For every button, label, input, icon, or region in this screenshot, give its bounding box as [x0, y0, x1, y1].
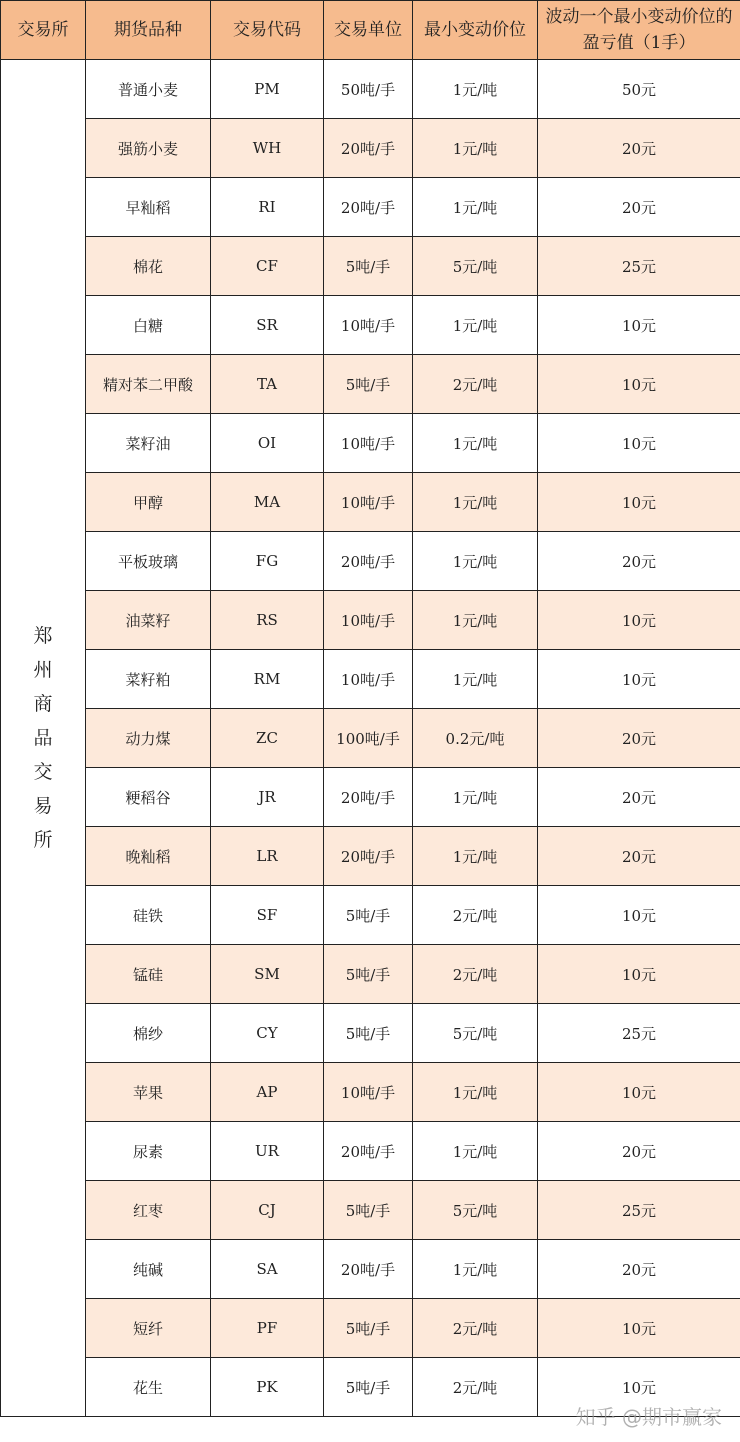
table-cell: 25元: [538, 237, 740, 296]
table-row: [1, 237, 740, 296]
table-row: [1, 827, 740, 886]
table-row: [1, 1299, 740, 1358]
table-row: [1, 119, 740, 178]
table-cell: 20吨/手: [324, 1240, 413, 1299]
table-cell: AP: [211, 1063, 324, 1122]
table-cell: 苹果: [86, 1063, 211, 1122]
table-cell: 菜籽油: [86, 414, 211, 473]
table-cell: RI: [211, 178, 324, 237]
table-cell: 尿素: [86, 1122, 211, 1181]
table-cell: 精对苯二甲酸: [86, 355, 211, 414]
table-cell: 5元/吨: [413, 1004, 538, 1063]
table-row: [1, 1063, 740, 1122]
exchange-cell: 郑 州 商 品 交 易 所: [1, 60, 86, 1417]
table-cell: 2元/吨: [413, 1358, 538, 1417]
table-row: [1, 60, 740, 119]
table-cell: FG: [211, 532, 324, 591]
table-cell: 10元: [538, 355, 740, 414]
table-row: [1, 886, 740, 945]
column-header: 期货品种: [86, 1, 211, 60]
table-cell: 2元/吨: [413, 886, 538, 945]
table-cell: 棉花: [86, 237, 211, 296]
table-cell: 20吨/手: [324, 119, 413, 178]
table-cell: 10吨/手: [324, 414, 413, 473]
table-cell: 5吨/手: [324, 1004, 413, 1063]
table-cell: 2元/吨: [413, 355, 538, 414]
table-cell: 红枣: [86, 1181, 211, 1240]
table-cell: 2元/吨: [413, 1299, 538, 1358]
table-row: [1, 1240, 740, 1299]
table-cell: PK: [211, 1358, 324, 1417]
table-cell: 白糖: [86, 296, 211, 355]
table-cell: 0.2元/吨: [413, 709, 538, 768]
table-cell: 1元/吨: [413, 1240, 538, 1299]
table-cell: 10元: [538, 473, 740, 532]
table-cell: 20吨/手: [324, 178, 413, 237]
table-cell: 1元/吨: [413, 650, 538, 709]
table-cell: SR: [211, 296, 324, 355]
table-cell: UR: [211, 1122, 324, 1181]
table-cell: SM: [211, 945, 324, 1004]
table-cell: 50元: [538, 60, 740, 119]
table-cell: 10元: [538, 296, 740, 355]
table-cell: 5吨/手: [324, 237, 413, 296]
column-header: 交易所: [1, 1, 86, 60]
table-cell: 棉纱: [86, 1004, 211, 1063]
table-cell: 10吨/手: [324, 1063, 413, 1122]
table-cell: CY: [211, 1004, 324, 1063]
table-cell: 20元: [538, 1240, 740, 1299]
table-cell: 10吨/手: [324, 591, 413, 650]
column-header: 交易单位: [324, 1, 413, 60]
table-cell: JR: [211, 768, 324, 827]
table-row: [1, 296, 740, 355]
table-cell: 100吨/手: [324, 709, 413, 768]
table-row: [1, 414, 740, 473]
table-cell: 1元/吨: [413, 414, 538, 473]
table-row: [1, 532, 740, 591]
column-header: 交易代码: [211, 1, 324, 60]
table-cell: 5吨/手: [324, 1181, 413, 1240]
table-cell: 20元: [538, 827, 740, 886]
table-cell: 早籼稻: [86, 178, 211, 237]
table-cell: 甲醇: [86, 473, 211, 532]
table-cell: SA: [211, 1240, 324, 1299]
table-cell: 强筋小麦: [86, 119, 211, 178]
table-cell: 10元: [538, 945, 740, 1004]
table-cell: 20元: [538, 119, 740, 178]
table-cell: LR: [211, 827, 324, 886]
table-cell: 20元: [538, 709, 740, 768]
table-cell: WH: [211, 119, 324, 178]
table-row: [1, 1122, 740, 1181]
header-row: [1, 1, 740, 60]
table-cell: 5吨/手: [324, 1358, 413, 1417]
table-cell: RM: [211, 650, 324, 709]
table-cell: 1元/吨: [413, 296, 538, 355]
table-cell: 5吨/手: [324, 945, 413, 1004]
table-cell: 1元/吨: [413, 60, 538, 119]
table-row: [1, 1004, 740, 1063]
table-cell: 10元: [538, 650, 740, 709]
table-cell: 1元/吨: [413, 768, 538, 827]
table-cell: SF: [211, 886, 324, 945]
table-cell: 20元: [538, 178, 740, 237]
table-cell: 10元: [538, 1299, 740, 1358]
table-cell: 10吨/手: [324, 296, 413, 355]
table-row: [1, 768, 740, 827]
table-cell: 油菜籽: [86, 591, 211, 650]
table-cell: 普通小麦: [86, 60, 211, 119]
table-row: [1, 709, 740, 768]
table-cell: RS: [211, 591, 324, 650]
table-cell: 50吨/手: [324, 60, 413, 119]
column-header: 最小变动价位: [413, 1, 538, 60]
table-cell: 10元: [538, 1358, 740, 1417]
table-cell: 20元: [538, 1122, 740, 1181]
table-cell: 20元: [538, 532, 740, 591]
table-cell: CF: [211, 237, 324, 296]
table-cell: 25元: [538, 1004, 740, 1063]
table-row: [1, 355, 740, 414]
table-cell: 20元: [538, 768, 740, 827]
table-cell: 10元: [538, 1063, 740, 1122]
table-row: [1, 1181, 740, 1240]
table-cell: 10元: [538, 414, 740, 473]
table-cell: ZC: [211, 709, 324, 768]
table-cell: TA: [211, 355, 324, 414]
table-cell: 25元: [538, 1181, 740, 1240]
table-cell: 动力煤: [86, 709, 211, 768]
column-header: 波动一个最小变动价位的盈亏值（1手）: [538, 1, 740, 60]
table-cell: 1元/吨: [413, 178, 538, 237]
watermark: 知乎 @期市赢家: [575, 1405, 722, 1429]
table-row: [1, 473, 740, 532]
table-cell: 5吨/手: [324, 1299, 413, 1358]
table-cell: 花生: [86, 1358, 211, 1417]
table-cell: 短纤: [86, 1299, 211, 1358]
table-cell: 粳稻谷: [86, 768, 211, 827]
table-cell: 1元/吨: [413, 591, 538, 650]
table-cell: 10元: [538, 886, 740, 945]
table-cell: 1元/吨: [413, 532, 538, 591]
table-cell: 1元/吨: [413, 473, 538, 532]
table-cell: 1元/吨: [413, 827, 538, 886]
table-cell: 1元/吨: [413, 1122, 538, 1181]
table-cell: CJ: [211, 1181, 324, 1240]
table-row: [1, 945, 740, 1004]
table-cell: 菜籽粕: [86, 650, 211, 709]
table-cell: 10吨/手: [324, 650, 413, 709]
table-cell: 晚籼稻: [86, 827, 211, 886]
table-cell: 20吨/手: [324, 1122, 413, 1181]
table-cell: 1元/吨: [413, 1063, 538, 1122]
table-cell: 纯碱: [86, 1240, 211, 1299]
table-cell: 1元/吨: [413, 119, 538, 178]
table-cell: 2元/吨: [413, 945, 538, 1004]
table-cell: PF: [211, 1299, 324, 1358]
table-cell: 20吨/手: [324, 768, 413, 827]
table-cell: OI: [211, 414, 324, 473]
table-cell: 20吨/手: [324, 532, 413, 591]
table-cell: 10元: [538, 591, 740, 650]
table-cell: PM: [211, 60, 324, 119]
table-cell: 平板玻璃: [86, 532, 211, 591]
table-cell: 5吨/手: [324, 886, 413, 945]
table-cell: 10吨/手: [324, 473, 413, 532]
table-cell: 硅铁: [86, 886, 211, 945]
table-row: [1, 178, 740, 237]
table-cell: 5元/吨: [413, 237, 538, 296]
table-cell: 5元/吨: [413, 1181, 538, 1240]
table-cell: 20吨/手: [324, 827, 413, 886]
table-cell: MA: [211, 473, 324, 532]
table-cell: 5吨/手: [324, 355, 413, 414]
table-row: [1, 591, 740, 650]
table-cell: 锰硅: [86, 945, 211, 1004]
table-row: [1, 650, 740, 709]
